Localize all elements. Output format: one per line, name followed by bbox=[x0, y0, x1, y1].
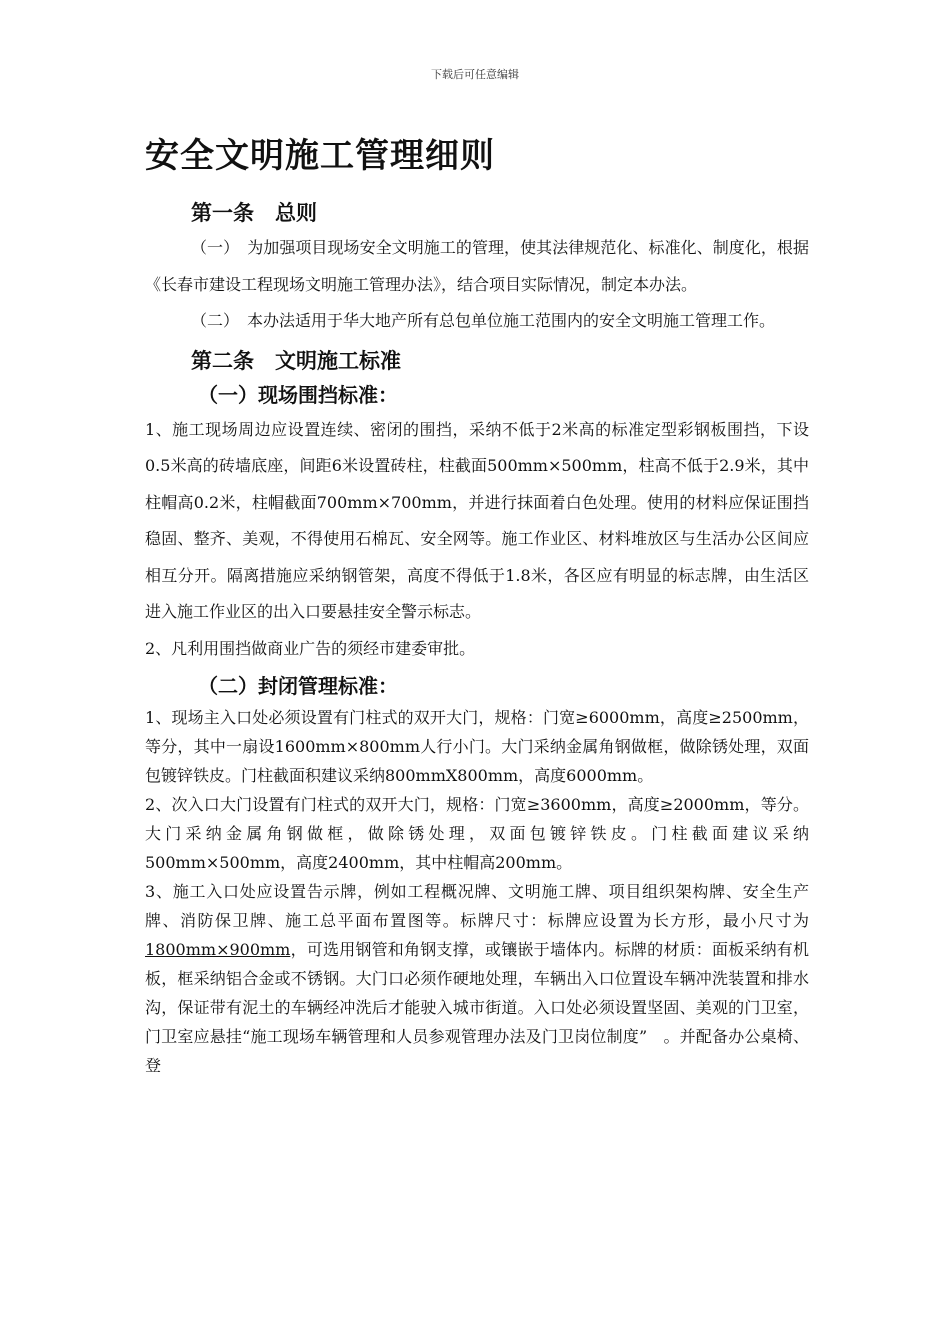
subsection-2-paragraph-3 bbox=[145, 877, 809, 1080]
section-1-paragraph-1: （一） 为加强项目现场安全文明施工的管理，使其法律规范化、标准化、制度化，根据《长春市建设工程现场文明施工管理办法》，结合项目实际情况，制定本办法。 bbox=[145, 238, 809, 294]
paragraph-3-text-a: 3、施工入口处应设置告示牌，例如工程概况牌、文明施工牌、项目组织架构牌、安全生产牌、消防保卫牌、施工总平面布置图等。标牌尺寸：标牌应设置为长方形，最小尺寸为 bbox=[145, 882, 809, 930]
subsection-1-paragraph-1: 1、施工现场周边应设置连续、密闭的围挡，采纳不低于2米高的标准定型彩钢板围挡，下设0.5米高的砖墙底座，间距6米设置砖柱，柱截面500mm×500mm，柱高不低于2.9米，其中柱帽高0.2米，柱帽截面700mm×700mm，并进行抹面着白色处理。使用的材料应保证围挡稳固、整齐、美观，不得使用石棉瓦、安全网等。施工作业区、材料堆放区与生活办公区间应相互分开。隔离措施应采纳钢管架，高度不得低于1.8米，各区应有明显的标志牌，由生活区进入施工作业区的出入口要悬挂安全警示标志。 bbox=[145, 419, 809, 621]
section-1-paragraph-2: （二） 本办法适用于华大地产所有总包单位施工范围内的安全文明施工管理工作。 bbox=[191, 311, 776, 330]
page-header: 下载后可任意编辑 bbox=[431, 68, 519, 81]
subsection-2-paragraph-2: 2、次入口大门设置有门柱式的双开大门，规格：门宽≥3600mm，高度≥2000mm，等分。大门采纳金属角钢做框，做除锈处理，双面包镀锌铁皮。门柱截面建议采纳500mm×500mm，高度2400mm，其中柱帽高200mm。 bbox=[145, 795, 809, 872]
section-1-heading: 第一条 总则 bbox=[191, 201, 317, 225]
section-2-heading: 第二条 文明施工标准 bbox=[191, 348, 401, 373]
subsection-1-heading: （一）现场围挡标准： bbox=[198, 382, 398, 407]
document-title: 安全文明施工管理细则 bbox=[145, 136, 495, 176]
paragraph-3-text-b: ，可选用钢管和角钢支撑，或镶嵌于墙体内。标牌的材质：面板采纳有机板，框采纳铝合金或不锈钢。大门口必须作硬地处理，车辆出入口位置设车辆冲洗装置和排水沟，保证带有泥土的车辆经冲洗后才能驶入城市街道。入口处必须设置坚固、美观的门卫室，门卫室应悬挂“施工现场车辆管理和人员参观管理办法及门卫岗位制度” 。并配备办公桌椅、登 bbox=[145, 940, 809, 1075]
document-body bbox=[145, 196, 809, 1080]
subsection-2-paragraph-1: 1、现场主入口处必须设置有门柱式的双开大门，规格：门宽≥6000mm，高度≥2500mm，等分，其中一扇设1600mm×800mm人行小门。大门采纳金属角钢做框，做除锈处理，双面包镀锌铁皮。门柱截面积建议采纳800mmX800mm，高度6000mm。 bbox=[145, 708, 809, 785]
subsection-1-paragraph-2: 2、凡利用围挡做商业广告的须经市建委审批。 bbox=[145, 638, 476, 658]
subsection-2-heading: （二）封闭管理标准： bbox=[198, 674, 398, 698]
sign-size-underlined: 1800mm×900mm bbox=[145, 940, 291, 959]
